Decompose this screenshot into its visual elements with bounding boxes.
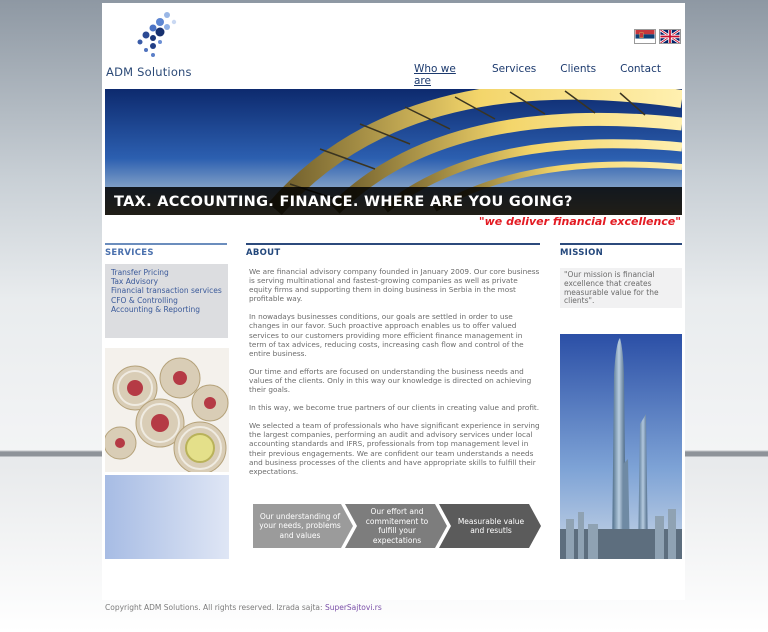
- blue-decorative-box: [105, 475, 229, 559]
- gears-image: [105, 348, 229, 472]
- main-nav: [414, 63, 685, 87]
- footer: [105, 603, 382, 612]
- skyscraper-image: [560, 334, 682, 559]
- about-paragraph: In nowadays businesses conditions, our goals are settled in order to use changes in our favor. Such proactive approach enables us to offer valued services to our customers providing more efficient finance management in term of tax advices, reducing costs, increasing cash flow and control of the entire business.: [249, 312, 524, 358]
- brand-name: ADM Solutions: [106, 65, 192, 79]
- services-list: [105, 264, 228, 338]
- about-paragraph: We selected a team of professionals who have significant experience in serving the largest companies, performing an audit and advisory services under local accounting standards and IFRS, professionals from top management level in their previous engagements. We are confident our team understands a needs and business processes of the clients and have appropriate skills to fulfill their expectations.: [249, 421, 540, 476]
- about-heading: ABOUT: [246, 243, 540, 258]
- service-link-accounting-reporting[interactable]: Accounting & Reporting: [111, 304, 200, 314]
- process-step-1-label: Our understanding of your needs, problems and values: [259, 511, 341, 540]
- hero-tagline: "we deliver financial excellence": [478, 215, 681, 228]
- page-container: [102, 3, 685, 600]
- about-text: [249, 267, 541, 485]
- nav-contact[interactable]: Contact: [620, 63, 661, 75]
- process-chevrons: [253, 504, 541, 548]
- footer-copyright: Copyright ADM Solutions. All rights reserved. Izrada sajta:: [105, 603, 325, 612]
- nav-services[interactable]: Services: [491, 63, 537, 75]
- services-heading: SERVICES: [105, 243, 227, 258]
- process-step-2-label: Our effort and commitement to fulfill your expectations: [365, 507, 429, 545]
- dots-logo-icon[interactable]: [120, 8, 180, 66]
- service-link-transfer-pricing[interactable]: Transfer Pricing: [111, 268, 169, 277]
- service-link-financial-transaction[interactable]: Financial transaction services: [111, 286, 222, 296]
- service-link-cfo-controlling[interactable]: CFO & Controlling: [111, 295, 178, 305]
- nav-who-we-are[interactable]: Who we are: [414, 63, 456, 87]
- mission-statement: "Our mission is financial excellence that creates measurable value for the clients".: [560, 268, 682, 308]
- service-link-tax-advisory[interactable]: Tax Advisory: [111, 277, 159, 287]
- nav-clients[interactable]: Clients: [560, 63, 597, 75]
- mission-heading: MISSION: [560, 243, 682, 258]
- about-paragraph: In this way, we become true partners of our clients in creating value and profit.: [249, 403, 540, 413]
- about-paragraph: Our time and efforts are focused on understanding the business needs and values of the clients. Only in this way our knowledge is directed on achieving their goals.: [249, 366, 532, 395]
- uk-flag-icon[interactable]: [659, 29, 681, 44]
- about-paragraph: We are financial advisory company founded in January 2009. Our core business is serving multinational and fastest-growing companies as well as private equity firms and supporting them in doing business in Serbia in the most profitable way.: [249, 267, 540, 304]
- footer-designer-link[interactable]: SuperSajtovi.rs: [324, 603, 382, 612]
- language-switcher: [634, 29, 681, 44]
- hero-banner: [105, 89, 682, 215]
- serbia-flag-icon[interactable]: [634, 29, 656, 44]
- process-step-3-label: Measurable value and resutls: [457, 516, 525, 535]
- hero-title: TAX. ACCOUNTING. FINANCE. WHERE ARE YOU GOING?: [114, 194, 573, 210]
